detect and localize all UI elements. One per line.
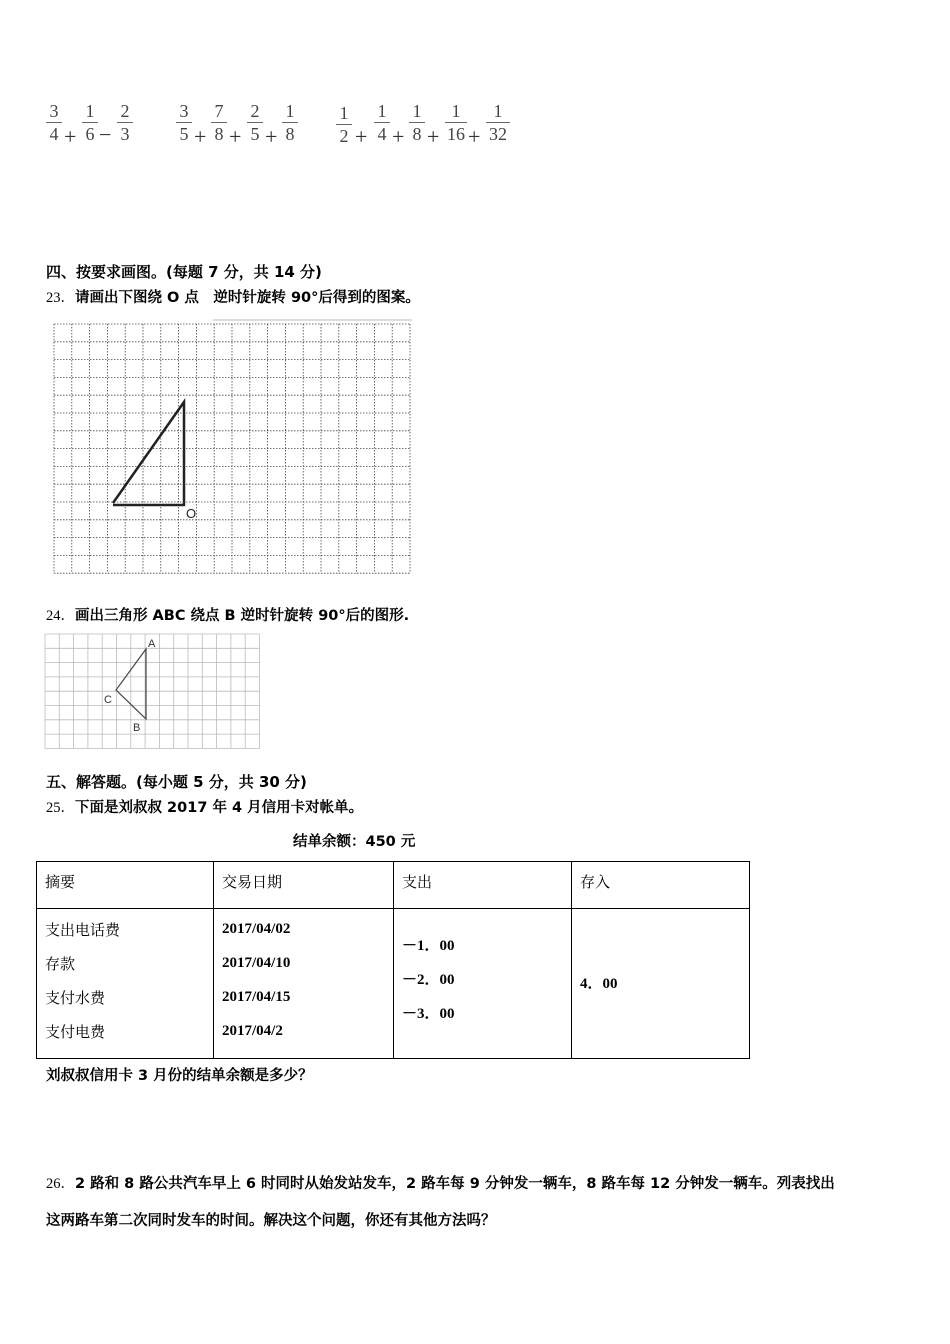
fraction: 1 2 bbox=[336, 103, 352, 146]
section-heading: 五、解答题。(每小题 5 分，共 30 分) bbox=[46, 773, 307, 791]
header-cell: 存入 bbox=[572, 862, 750, 909]
expense-cell: －1．00 －2．00 －3．00 bbox=[394, 909, 572, 1059]
date-cell: 2017/04/02 2017/04/10 2017/04/15 2017/04/2 bbox=[214, 909, 394, 1059]
credit-card-statement bbox=[36, 861, 750, 1059]
table-header-row bbox=[37, 862, 750, 909]
summary-cell: 支出电话费 存款 支付水费 支付电费 bbox=[37, 909, 214, 1059]
fraction: 1 6 bbox=[82, 101, 98, 144]
fraction: 1 8 bbox=[409, 101, 425, 144]
label-b: B bbox=[133, 722, 141, 734]
question-23: 23．请画出下图绕 O 点 逆时针旋转 90°后得到的图案。 bbox=[46, 290, 420, 306]
fraction: 7 8 bbox=[211, 101, 227, 144]
triangle-figure bbox=[113, 402, 184, 505]
point-o-label: O bbox=[186, 506, 197, 521]
section-heading: 四、按要求画图。(每题 7 分，共 14 分) bbox=[46, 263, 322, 281]
plus-sign: + bbox=[355, 124, 368, 149]
minus-sign: − bbox=[99, 122, 112, 147]
deposit-cell: 4．00 bbox=[572, 909, 750, 1059]
rotation-grid-figure bbox=[50, 318, 416, 582]
fraction: 1 32 bbox=[486, 101, 510, 144]
balance-caption: 结单余额：450 元 bbox=[293, 834, 416, 850]
triangle-abc-grid bbox=[44, 633, 262, 750]
fraction: 1 4 bbox=[374, 101, 390, 144]
question-26-line2: 这两路车第二次同时发车的时间。解决这个问题，你还有其他方法吗？ bbox=[46, 1213, 496, 1229]
question-26: 26．2 路和 8 路公共汽车早上 6 时同时从始发站发车，2 路车每 9 分钟发一辆车，8 路车每 12 分钟发一辆车。列表找出 bbox=[46, 1176, 835, 1192]
header-cell: 摘要 bbox=[37, 862, 214, 909]
plus-sign: + bbox=[194, 124, 207, 149]
header-cell: 交易日期 bbox=[214, 862, 394, 909]
table-row bbox=[37, 909, 750, 1059]
grid bbox=[45, 634, 260, 748]
question-25: 25．下面是刘叔叔 2017 年 4 月信用卡对帐单。 bbox=[46, 800, 364, 816]
label-c: C bbox=[104, 694, 112, 706]
fraction: 1 16 bbox=[447, 101, 465, 144]
question-24: 24．画出三角形 ABC 绕点 B 逆时针旋转 90°后的图形. bbox=[46, 608, 410, 624]
plus-sign: + bbox=[64, 124, 77, 149]
fraction: 2 3 bbox=[117, 101, 133, 144]
fraction: 1 8 bbox=[282, 101, 298, 144]
plus-sign: + bbox=[265, 124, 278, 149]
plus-sign: + bbox=[392, 124, 405, 149]
plus-sign: + bbox=[468, 124, 481, 149]
header-cell: 支出 bbox=[394, 862, 572, 909]
fraction: 3 4 bbox=[46, 101, 62, 144]
plus-sign: + bbox=[427, 124, 440, 149]
fraction: 2 5 bbox=[247, 101, 263, 144]
label-a: A bbox=[148, 638, 156, 650]
question-25-ask: 刘叔叔信用卡 3 月份的结单余额是多少？ bbox=[46, 1068, 313, 1084]
dotted-grid bbox=[54, 324, 410, 573]
fraction: 3 5 bbox=[176, 101, 192, 144]
plus-sign: + bbox=[229, 124, 242, 149]
